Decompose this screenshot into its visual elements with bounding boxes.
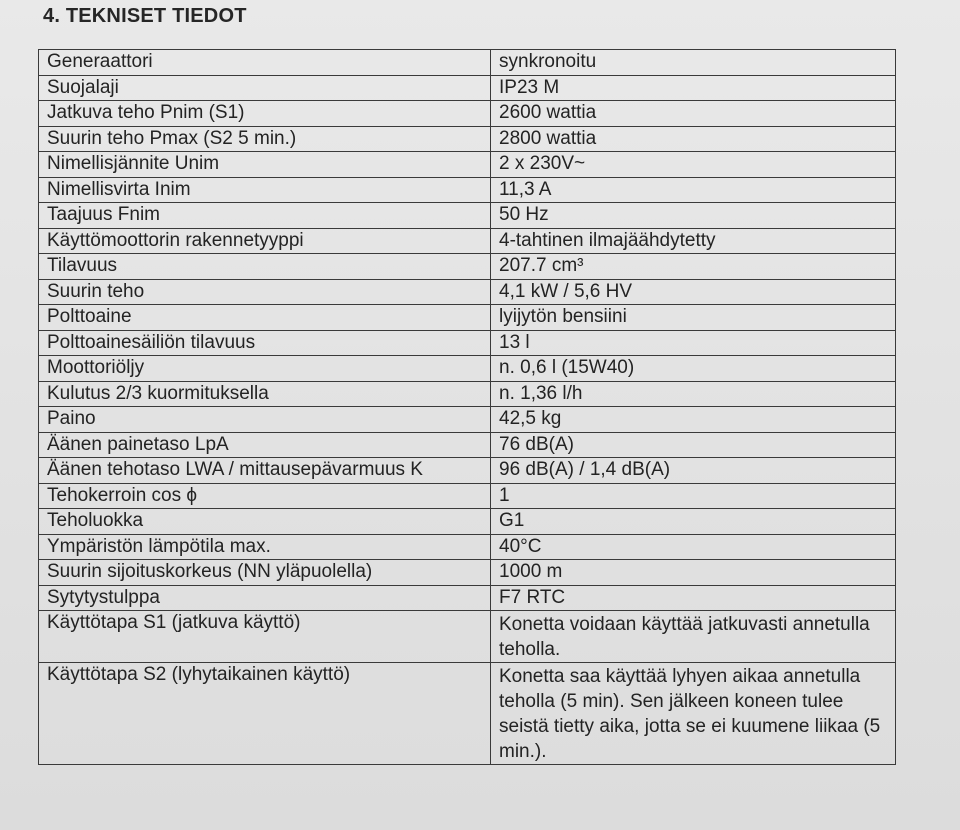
table-row	[39, 75, 896, 101]
spec-value: 50 Hz	[491, 203, 896, 229]
spec-label: Ympäristön lämpötila max.	[39, 534, 491, 560]
spec-value: G1	[491, 509, 896, 535]
spec-value: Konetta saa käyttää lyhyen aikaa annetulla teholla (5 min). Sen jälkeen koneen tulee seistä tietty aika, jotta se ei kuumene liikaa (5 min.).	[491, 663, 896, 765]
spec-value: 1	[491, 483, 896, 509]
spec-value: 96 dB(A) / 1,4 dB(A)	[491, 458, 896, 484]
spec-label: Käyttötapa S1 (jatkuva käyttö)	[39, 611, 491, 663]
table-row	[39, 228, 896, 254]
table-row	[39, 432, 896, 458]
spec-value: n. 1,36 l/h	[491, 381, 896, 407]
spec-value: 2800 wattia	[491, 126, 896, 152]
spec-label: Generaattori	[39, 50, 491, 76]
spec-label: Suurin sijoituskorkeus (NN yläpuolella)	[39, 560, 491, 586]
table-row	[39, 203, 896, 229]
table-row	[39, 458, 896, 484]
spec-value: n. 0,6 l (15W40)	[491, 356, 896, 382]
spec-label: Paino	[39, 407, 491, 433]
spec-value: 4-tahtinen ilmajäähdytetty	[491, 228, 896, 254]
spec-value: 4,1 kW / 5,6 HV	[491, 279, 896, 305]
spec-label: Jatkuva teho Pnim (S1)	[39, 101, 491, 127]
spec-value: 1000 m	[491, 560, 896, 586]
table-row	[39, 152, 896, 178]
spec-value: 2600 wattia	[491, 101, 896, 127]
table-row	[39, 305, 896, 331]
spec-label: Tilavuus	[39, 254, 491, 280]
spec-label: Suojalaji	[39, 75, 491, 101]
table-row	[39, 279, 896, 305]
table-row	[39, 611, 896, 663]
spec-label: Polttoaine	[39, 305, 491, 331]
spec-label: Moottoriöljy	[39, 356, 491, 382]
table-row	[39, 534, 896, 560]
spec-value: synkronoitu	[491, 50, 896, 76]
spec-label: Suurin teho Pmax (S2 5 min.)	[39, 126, 491, 152]
spec-label: Suurin teho	[39, 279, 491, 305]
table-row	[39, 254, 896, 280]
spec-label: Nimellisjännite Unim	[39, 152, 491, 178]
table-row	[39, 50, 896, 76]
spec-value: IP23 M	[491, 75, 896, 101]
spec-value: Konetta voidaan käyttää jatkuvasti annetulla teholla.	[491, 611, 896, 663]
spec-value: F7 RTC	[491, 585, 896, 611]
spec-label: Käyttömoottorin rakennetyyppi	[39, 228, 491, 254]
spec-value: 13 l	[491, 330, 896, 356]
table-row	[39, 585, 896, 611]
section-heading: 4. TEKNISET TIEDOT	[43, 5, 247, 27]
table-row	[39, 407, 896, 433]
spec-label: Teholuokka	[39, 509, 491, 535]
spec-label: Taajuus Fnim	[39, 203, 491, 229]
table-row	[39, 356, 896, 382]
spec-value: 2 x 230V~	[491, 152, 896, 178]
table-row	[39, 126, 896, 152]
table-row	[39, 663, 896, 765]
spec-value: 207.7 cm³	[491, 254, 896, 280]
technical-specs-table	[38, 49, 896, 765]
table-row	[39, 560, 896, 586]
table-row	[39, 483, 896, 509]
spec-value: 11,3 A	[491, 177, 896, 203]
table-row	[39, 177, 896, 203]
spec-label: Kulutus 2/3 kuormituksella	[39, 381, 491, 407]
spec-label: Äänen tehotaso LWA / mittausepävarmuus K	[39, 458, 491, 484]
spec-label: Nimellisvirta Inim	[39, 177, 491, 203]
spec-label: Tehokerroin cos ϕ	[39, 483, 491, 509]
table-row	[39, 381, 896, 407]
spec-label: Äänen painetaso LpA	[39, 432, 491, 458]
spec-label: Käyttötapa S2 (lyhytaikainen käyttö)	[39, 663, 491, 765]
table-row	[39, 330, 896, 356]
spec-value: 76 dB(A)	[491, 432, 896, 458]
table-row	[39, 509, 896, 535]
spec-value: 42,5 kg	[491, 407, 896, 433]
spec-value: lyijytön bensiini	[491, 305, 896, 331]
table-row	[39, 101, 896, 127]
spec-label: Polttoainesäiliön tilavuus	[39, 330, 491, 356]
spec-value: 40°C	[491, 534, 896, 560]
spec-label: Sytytystulppa	[39, 585, 491, 611]
